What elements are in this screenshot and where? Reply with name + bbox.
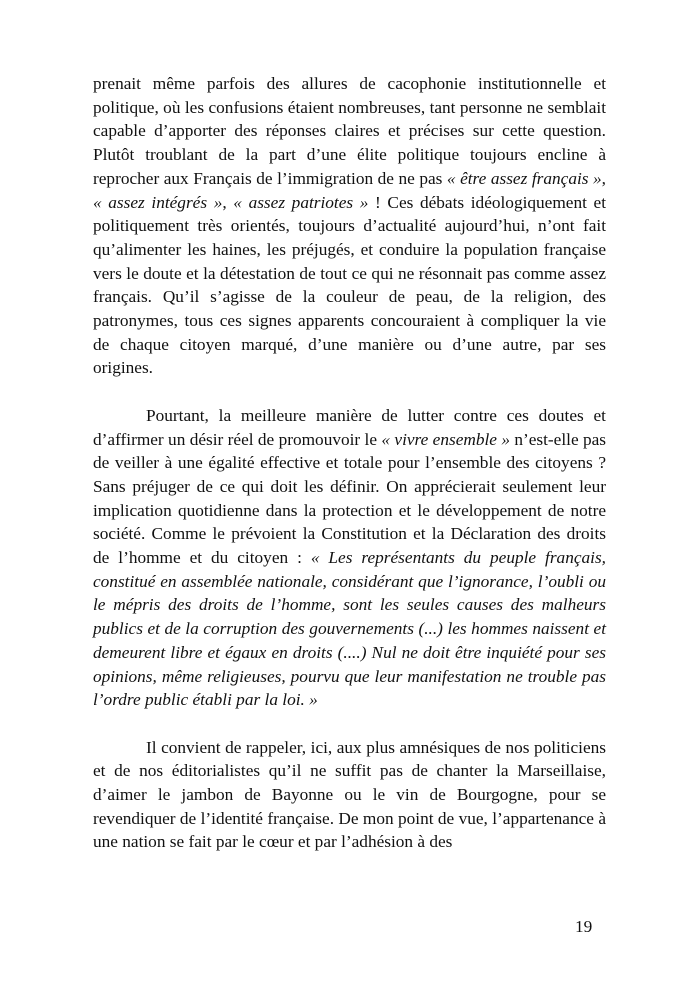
paragraph-3-text: Il convient de rappeler, ici, aux plus amnésiques de nos politiciens et de nos éditorialistes qu’il ne suffit pas de chanter la Marseillaise, d’aimer le jambon de Bayonne ou le vin de Bourgogne, pour se revendiquer de l’identité française. De mon point de vue, l’appartenance à une nation se fait par le cœur et par l’adhésion à des bbox=[93, 737, 606, 852]
quote-etre-assez-francais: « être assez français » bbox=[446, 168, 602, 188]
book-page-body bbox=[93, 72, 606, 854]
paragraph-2 bbox=[93, 404, 606, 712]
paragraph-1-text: prenait même parfois des allures de cacophonie institutionnelle et politique, où les confusions étaient nombreuses, tant personne ne semblait capable d’apporter des réponses claires et précises sur cette question. Plutôt troublant de la part d’une élite politique toujours encline à reprocher aux Français de l’immigration de ne pas bbox=[93, 74, 606, 188]
declaration-quote: « Les représentants du peuple français, constitué en assemblée nationale, considérant que l’ignorance, l’oubli ou le mépris des droits de l’homme, sont les seules causes des malheurs publics et de la corruption des gouvernements (...) les hommes naissent et demeurent libre et égaux en droits (....) Nul ne doit être inquiété pour ses opinions, même religieuses, pourvu que leur manifestation ne trouble pas l’ordre public établi par la loi. » bbox=[93, 548, 606, 710]
paragraph-2-continuation: n’est-elle pas de veiller à une égalité effective et totale pour l’ensemble des citoyens ? Sans préjuger de ce qui doit les définir. On apprécierait seulement leur implication quotidienne dans la protection et le développement de notre société. Comme le prévoient la Constitution et la Déclaration des droits de l’homme et du citoyen : bbox=[93, 429, 607, 568]
paragraph-1-continuation: ! Ces débats idéologiquement et politiquement très orientés, toujours d’actualité aujourd’hui, n’ont fait qu’alimenter les haines, les préjugés, et conduire la population française vers le doute et la détestation de tout ce qui ne résonnait pas comme assez français. Qu’il s’agisse de la couleur de peau, de la religion, des patronymes, tous ces signes apparents concouraient à compliquer la vie de chaque citoyen marqué, d’une manière ou d’une autre, par ses origines. bbox=[93, 192, 606, 378]
quote-assez-patriotes: « assez patriotes » bbox=[233, 192, 369, 212]
paragraph-2-text: Pourtant, la meilleure manière de lutter contre ces doutes et d’affirmer un désir réel de promouvoir le bbox=[93, 405, 606, 449]
paragraph-1 bbox=[93, 72, 606, 380]
comma-separator: , bbox=[222, 192, 234, 212]
quote-vivre-ensemble: « vivre ensemble » bbox=[381, 429, 510, 449]
page-number: 19 bbox=[575, 917, 593, 936]
comma-separator: , bbox=[601, 168, 606, 188]
paragraph-3 bbox=[93, 736, 606, 855]
quote-assez-integres: « assez intégrés » bbox=[93, 192, 223, 212]
